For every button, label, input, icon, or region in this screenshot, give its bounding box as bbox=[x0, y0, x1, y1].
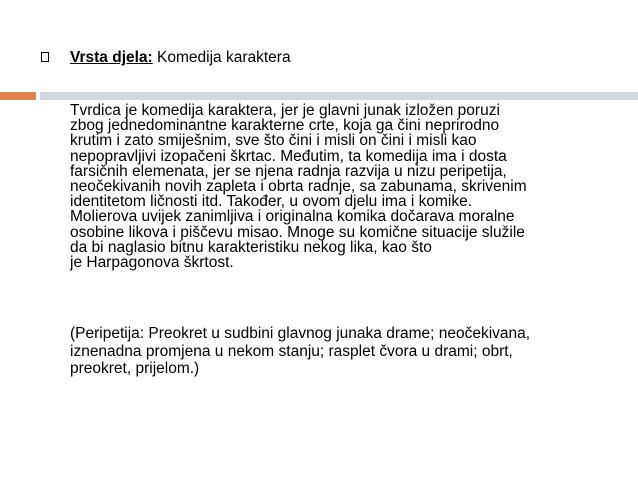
heading-line bbox=[70, 49, 291, 67]
note-paragraph: (Peripetija: Preokret u sudbini glavnog junaka drame; neočekivana, iznenadna promjena u nekom stanju; rasplet čvora u drami; obrt, preokret, prijelom.) bbox=[70, 325, 531, 377]
body-paragraph: Tvrdica je komedija karaktera, jer je glavni junak izložen poruzi zbog jednedominantne karakterne crte, koja ga čini neprirodno krutim i zato smiješnim, sve što čini i misli on čini i misli kao nepopravljivi izopačeni škrtac. Međutim, ta komedija ima i dosta farsičnih elemenata, jer se njena radnja razvija u nizu peripetija, neočekivanih novih zapleta i obrta radnje, sa zabunama, skrivenim identitetom ličnosti itd. Također, u ovom djelu ima i komike. Molierova uvijek zanimljiva i originalna komika dočarava moralne osobine likova i piščevu misao. Mnoge su komične situacije služile da bi naglasio bitnu karakteristiku nekog lika, kao što je Harpagonova škrtost. bbox=[70, 102, 527, 272]
divider-rule-gray bbox=[40, 92, 638, 100]
accent-rule-orange bbox=[0, 92, 36, 100]
bullet-square-icon bbox=[41, 52, 49, 62]
heading-value: Komedija karaktera bbox=[152, 49, 291, 66]
heading-label: Vrsta djela: bbox=[70, 49, 153, 66]
